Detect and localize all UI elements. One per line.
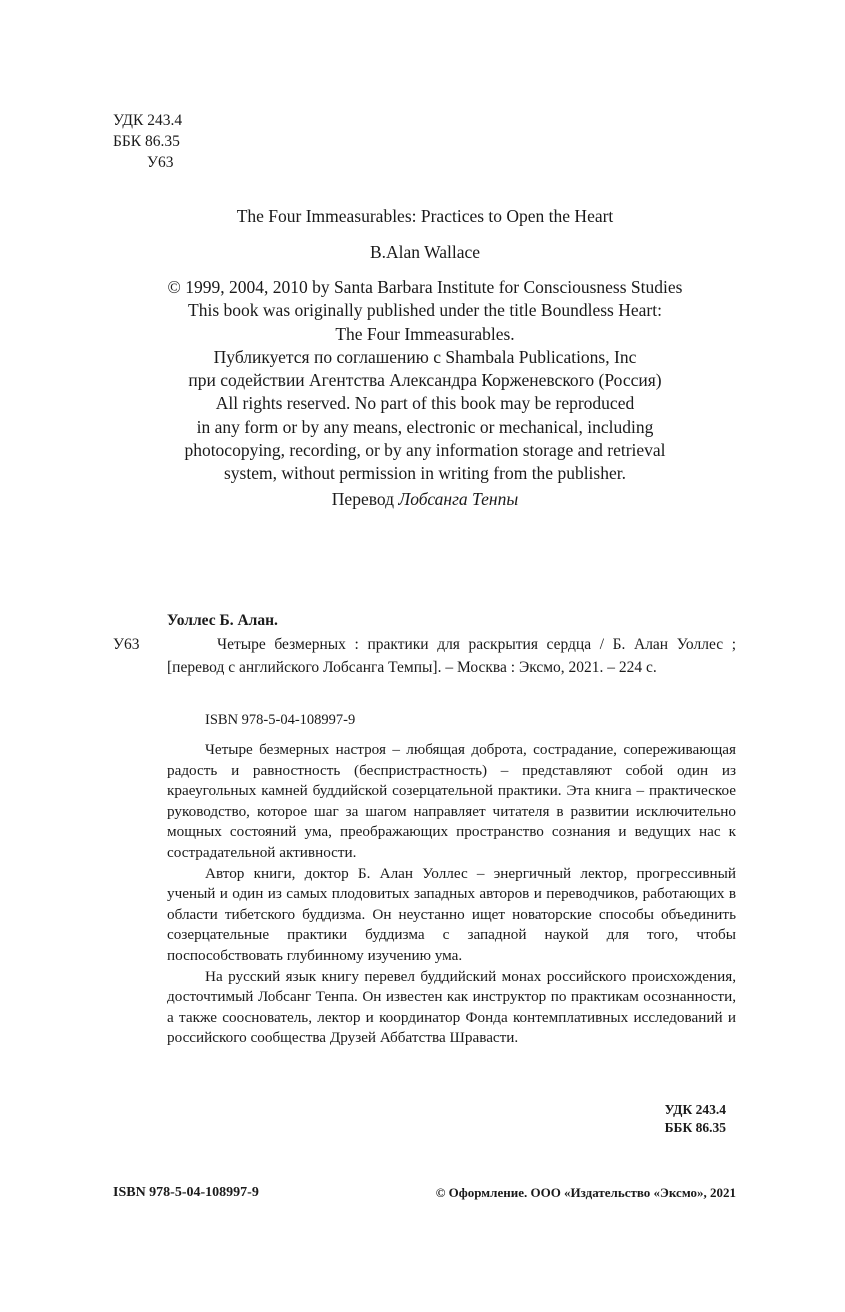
rights-line: All rights reserved. No part of this book may be reproduced <box>215 393 635 414</box>
annotation-paragraph: Четыре безмерных настроя – любящая доброта, сострадание, сопереживающая радость и равностность (беспристрастность) – представляют собой один из краеугольных камней буддийской созерцательной практики. Эта книга – практическое руководство, которое шаг за шагом направляет читателя в развитии исключительно мощных состояний ума, преображающих пространство сознания и ведущих нас к сострадательной активности. <box>167 741 736 861</box>
footer-isbn: ISBN 978-5-04-108997-9 <box>113 1185 259 1200</box>
translator-credit <box>110 488 740 510</box>
rights-line: © 1999, 2004, 2010 by Santa Barbara Institute for Consciousness Studies <box>167 277 683 297</box>
annotation-paragraph: Автор книги, доктор Б. Алан Уоллес – энергичный лектор, прогрессивный ученый и один из самых плодовитых западных авторов и переводчиков, работающих в области тибетского буддизма. Он неустанно ищет новаторские способы объединить созерцательные практики буддизма с западной наукой для того, чтобы поспособствовать глубинному изучению ума. <box>167 864 736 964</box>
rights-line: photocopying, recording, or by any information storage and retrieval <box>184 440 666 461</box>
rights-notice <box>110 276 740 486</box>
translation-label: Перевод <box>331 489 395 509</box>
bibliographic-author-sign: У63 <box>113 636 140 653</box>
annotation-paragraph: На русский язык книгу перевел буддийский монах российского происхождения, досточтимый Лобсанг Тенпа. Он известен как инструктор по практикам осознанности, а также сооснователь, лектор и координатор Фонда контемплативных исследований и российского сообщества Друзей Аббатства Шравасти. <box>167 967 736 1047</box>
rights-line: Публикуется по соглашению с Shambala Publications, Inc <box>213 346 637 367</box>
bibliographic-description: Четыре безмерных : практики для раскрытия сердца / Б. Алан Уоллес ; [перевод с английского Лобсанга Темпы]. – Москва : Эксмо, 2021. – 224 с. <box>167 636 736 676</box>
original-title: The Four Immeasurables: Practices to Open the Heart <box>236 206 614 226</box>
bibliographic-author-heading: Уоллес Б. Алан. <box>167 612 278 629</box>
udk-code: УДК 243.4 <box>664 1102 726 1117</box>
footer-copyright: © Оформление. ООО «Издательство «Эксмо», 2021 <box>435 1185 736 1200</box>
translator-name: Лобсанга Тенпы <box>398 489 519 509</box>
classification-codes-top <box>113 110 182 173</box>
author-sign: У63 <box>147 154 174 171</box>
bibliographic-isbn: ISBN 978-5-04-108997-9 <box>205 712 356 728</box>
original-author: B.Alan Wallace <box>369 242 481 262</box>
rights-line: при содействии Агентства Александра Корженевского (Россия) <box>188 370 662 391</box>
annotation <box>167 740 736 1049</box>
rights-line: system, without permission in writing from the publisher. <box>224 463 626 484</box>
classification-codes-bottom <box>560 1101 726 1137</box>
bbk-code: ББК 86.35 <box>664 1120 726 1135</box>
rights-line: in any form or by any means, electronic or mechanical, including <box>196 416 654 437</box>
rights-line: This book was originally published under the title Boundless Heart: <box>188 300 662 321</box>
rights-line: The Four Immeasurables. <box>335 323 515 344</box>
udk-code: УДК 243.4 <box>113 112 183 129</box>
bbk-code: ББК 86.35 <box>113 133 180 150</box>
